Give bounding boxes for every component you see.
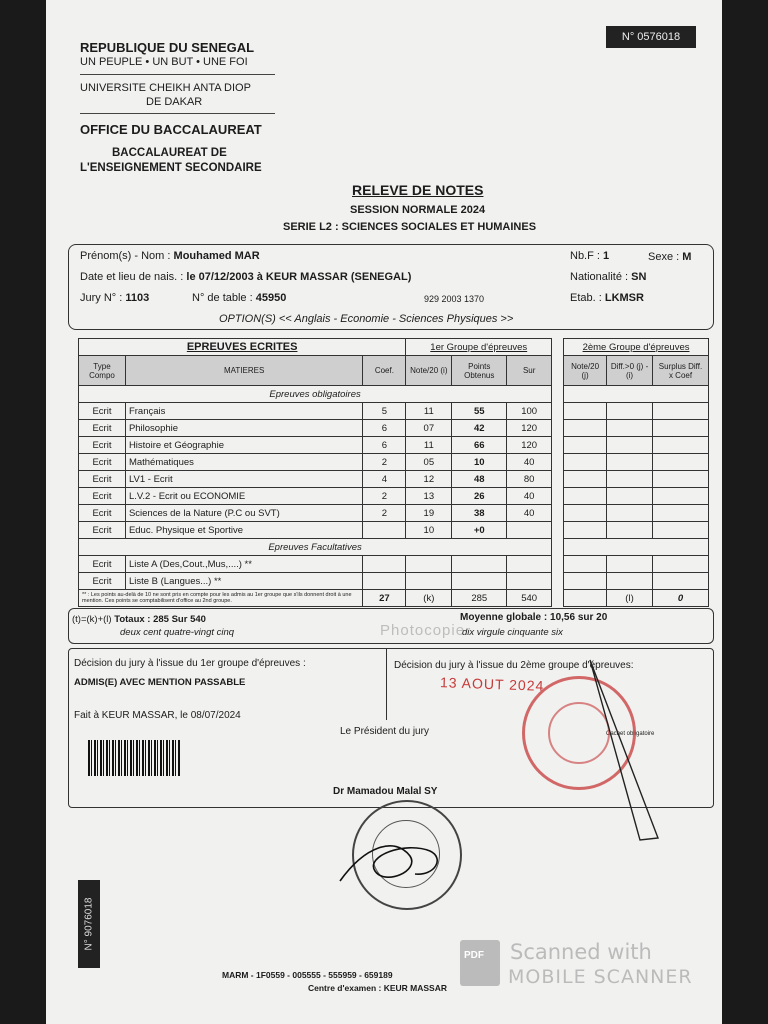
diff-cell (607, 437, 653, 454)
table-header-row-1 (79, 339, 709, 356)
note2-cell (564, 454, 607, 471)
empty-cell (607, 556, 653, 573)
moyenne-line (460, 612, 607, 623)
total-sur: 540 (507, 590, 552, 607)
document-title: RELEVE DE NOTES (352, 182, 484, 198)
nbf-label: Nb.F : (570, 250, 600, 262)
col-diff-header: Diff.>0 (j) - (i) (607, 356, 653, 386)
empty-cell (452, 556, 507, 573)
bac-line2: L'ENSEIGNEMENT SECONDAIRE (80, 162, 262, 174)
coef-cell: 6 (363, 420, 406, 437)
name-label: Prénom(s) - Nom : (80, 250, 171, 262)
sexe-label: Sexe : (648, 251, 680, 263)
diff-cell (607, 403, 653, 420)
jury-row (80, 292, 149, 304)
col-note-header: Note/20 (i) (406, 356, 452, 386)
decision-divider (386, 648, 387, 720)
type-cell: Ecrit (79, 505, 126, 522)
grade-row (79, 522, 709, 539)
type-cell: Ecrit (79, 573, 126, 590)
spacer-cell (552, 556, 564, 573)
jury-label: Jury N° : (80, 292, 123, 304)
office-title: OFFICE DU BACCALAUREAT (80, 122, 262, 137)
sur-cell: 120 (507, 437, 552, 454)
nationality-label: Nationalité : (570, 271, 629, 283)
epreuves-ecrites-header: EPREUVES ECRITES (79, 339, 406, 356)
date-stamp: 13 AOUT 2024 (439, 674, 545, 694)
col-points-header: Points Obtenus (452, 356, 507, 386)
jury-value: 1103 (125, 292, 150, 304)
spacer-cell (552, 590, 564, 607)
note-cell: 12 (406, 471, 452, 488)
second-decision-label: Décision du jury à l'issue du 2ème groupe d'épreuves: (394, 660, 634, 671)
empty-cell (564, 539, 709, 556)
footer-codes: MARM - 1F0559 - 005555 - 555959 - 659189 (222, 970, 393, 980)
sur-cell: 40 (507, 454, 552, 471)
cachet-label: Cachet obligatoire (606, 731, 655, 737)
serie: SERIE L2 : SCIENCES SOCIALES ET HUMAINES (283, 221, 537, 233)
coef-cell: 2 (363, 454, 406, 471)
note2-cell (564, 437, 607, 454)
surplus-cell (653, 522, 709, 539)
nbf-row (570, 250, 609, 262)
diff-cell (607, 471, 653, 488)
coef-cell: 2 (363, 505, 406, 522)
type-cell: Ecrit (79, 420, 126, 437)
table-number-row (192, 292, 286, 304)
diff-cell (607, 454, 653, 471)
moyenne-words: dix virgule cinquante six (462, 627, 563, 638)
etab-value: LKMSR (604, 292, 644, 304)
exam-centre: Centre d'examen : KEUR MASSAR (308, 983, 447, 993)
diff-cell (607, 522, 653, 539)
document-number: N° 0576018 (606, 26, 696, 48)
coef-cell: 6 (363, 437, 406, 454)
points-cell: +0 (452, 522, 507, 539)
totals-value: 285 Sur 540 (153, 614, 206, 625)
birth-row (80, 271, 411, 283)
sur-cell: 120 (507, 420, 552, 437)
first-decision-value: ADMIS(E) AVEC MENTION PASSABLE (74, 677, 246, 688)
total-points: 285 (452, 590, 507, 607)
type-cell: Ecrit (79, 522, 126, 539)
nbf-value: 1 (603, 250, 610, 262)
birth-label: Date et lieu de nais. : (80, 271, 184, 283)
sexe-value: M (682, 251, 692, 263)
empty-cell (363, 556, 406, 573)
coef-cell: 4 (363, 471, 406, 488)
totals-row (79, 590, 709, 607)
matiere-cell: Philosophie (125, 420, 362, 437)
facultative-rows (79, 556, 709, 590)
grade-row (79, 403, 709, 420)
note2-cell (564, 505, 607, 522)
sur-cell: 100 (507, 403, 552, 420)
note2-cell (564, 471, 607, 488)
candidate-name: Mouhamed MAR (173, 250, 260, 262)
points-cell: 38 (452, 505, 507, 522)
note-cell: 10 (406, 522, 452, 539)
spacer-cell (552, 437, 564, 454)
col-matieres-header: MATIERES (125, 356, 362, 386)
type-cell: Ecrit (79, 556, 126, 573)
grade-row (79, 488, 709, 505)
bac-line1: BACCALAUREAT DE (112, 147, 227, 159)
type-cell: Ecrit (79, 403, 126, 420)
empty-cell (507, 573, 552, 590)
birth-value: le 07/12/2003 à KEUR MASSAR (SENEGAL) (186, 271, 412, 283)
spacer-cell (552, 386, 564, 403)
totals-words: deux cent quatre-vingt cinq (120, 627, 235, 638)
group1-header: 1er Groupe d'épreuves (406, 339, 552, 356)
signature (335, 826, 455, 896)
spacer-cell (552, 522, 564, 539)
president-label: Le Président du jury (340, 726, 429, 737)
grades-table (78, 338, 709, 607)
type-cell: Ecrit (79, 437, 126, 454)
group2-header: 2ème Groupe d'épreuves (564, 339, 709, 356)
spacer-cell (552, 454, 564, 471)
header-divider (80, 113, 275, 114)
sur-cell: 40 (507, 505, 552, 522)
republic-title: REPUBLIQUE DU SENEGAL (80, 40, 255, 55)
matiere-cell: Liste A (Des,Cout.,Mus,....) ** (125, 556, 362, 573)
surplus-cell (653, 403, 709, 420)
empty-cell (564, 590, 607, 607)
spacer-cell (552, 573, 564, 590)
facultative-row (79, 573, 709, 590)
spacer-cell (552, 539, 564, 556)
grade-row (79, 454, 709, 471)
spacer-cell (552, 420, 564, 437)
empty-cell (452, 573, 507, 590)
type-cell: Ecrit (79, 471, 126, 488)
surplus-cell (653, 454, 709, 471)
obligatoires-label: Epreuves obligatoires (79, 386, 552, 403)
sur-cell: 40 (507, 488, 552, 505)
obligatoires-row (79, 386, 709, 403)
matiere-cell: Sciences de la Nature (P.C ou SVT) (125, 505, 362, 522)
motto: UN PEUPLE • UN BUT • UNE FOI (80, 56, 248, 68)
empty-cell (406, 573, 452, 590)
totals-formula: (t)=(k)+(l) (72, 614, 112, 625)
sexe-row (648, 251, 691, 263)
spacer-cell (552, 488, 564, 505)
diff-cell (607, 505, 653, 522)
surplus-cell (653, 488, 709, 505)
side-number-text: N° 9076018 (83, 897, 95, 951)
side-document-number (78, 880, 100, 968)
empty-cell (363, 573, 406, 590)
matiere-cell: Educ. Physique et Sportive (125, 522, 362, 539)
matiere-cell: Français (125, 403, 362, 420)
facultatives-label: Epreuves Facultatives (79, 539, 552, 556)
photocopie-watermark: Photocopie (380, 622, 466, 639)
spacer-cell (552, 403, 564, 420)
first-decision-label: Décision du jury à l'issue du 1er groupe d'épreuves : (74, 658, 306, 669)
note2-cell (564, 488, 607, 505)
note-cell: 07 (406, 420, 452, 437)
grade-row (79, 437, 709, 454)
totals-label: Totaux : (114, 614, 151, 625)
coef-cell (363, 522, 406, 539)
col-note2-header: Note/20 (j) (564, 356, 607, 386)
grade-row (79, 471, 709, 488)
moyenne-value: 10,56 sur 20 (550, 612, 608, 623)
spacer-cell (552, 471, 564, 488)
spacer-cell (552, 339, 564, 356)
type-cell: Ecrit (79, 454, 126, 471)
etab-label: Etab. : (570, 292, 602, 304)
note2-cell (564, 420, 607, 437)
note-cell: 13 (406, 488, 452, 505)
col-coef-header: Coef. (363, 356, 406, 386)
note-cell: 11 (406, 437, 452, 454)
empty-cell (564, 573, 607, 590)
etab-row (570, 292, 644, 304)
nationality-value: SN (631, 271, 647, 283)
points-cell: 48 (452, 471, 507, 488)
sur-cell (507, 522, 552, 539)
name-row (80, 250, 260, 262)
table-number-value: 45950 (255, 292, 287, 304)
options: OPTION(S) << Anglais - Economie - Sciences Physiques >> (219, 313, 514, 325)
scanner-line1: Scanned with (510, 940, 652, 964)
col-sur-header: Sur (507, 356, 552, 386)
points-cell: 66 (452, 437, 507, 454)
sur-cell: 80 (507, 471, 552, 488)
candidate-code: 929 2003 1370 (424, 294, 485, 304)
matiere-cell: Liste B (Langues...) ** (125, 573, 362, 590)
signatory: Dr Mamadou Malal SY (333, 786, 438, 797)
surplus-cell (653, 505, 709, 522)
surplus-cell (653, 437, 709, 454)
university-line1: UNIVERSITE CHEIKH ANTA DIOP (80, 82, 251, 94)
signature-mark (580, 650, 670, 850)
l-label: (l) (607, 590, 653, 607)
coef-cell: 2 (363, 488, 406, 505)
points-cell: 55 (452, 403, 507, 420)
grade-rows (79, 403, 709, 539)
empty-cell (507, 556, 552, 573)
surplus-cell (653, 471, 709, 488)
empty-cell (653, 556, 709, 573)
note-cell: 05 (406, 454, 452, 471)
note2-cell (564, 403, 607, 420)
diff-cell (607, 420, 653, 437)
col-surplus-header: Surplus Diff. x Coef (653, 356, 709, 386)
points-cell: 26 (452, 488, 507, 505)
moyenne-label: Moyenne globale : (460, 612, 548, 623)
place-date: Fait à KEUR MASSAR, le 08/07/2024 (74, 710, 241, 721)
empty-cell (406, 556, 452, 573)
matiere-cell: LV1 - Ecrit (125, 471, 362, 488)
facultatives-row (79, 539, 709, 556)
grade-row (79, 505, 709, 522)
total-surplus: 0 (653, 590, 709, 607)
surplus-cell (653, 420, 709, 437)
nationality-row (570, 271, 646, 283)
table-footnote: ** : Les points au-delà de 10 ne sont pris en compte pour les admis au 1er groupe que s'ils donnent droit à une mention. Ces points se comptabilisent d'office au 2nd groupe. (79, 590, 363, 607)
spacer-cell (552, 505, 564, 522)
matiere-cell: Mathématiques (125, 454, 362, 471)
matiere-cell: Histoire et Géographie (125, 437, 362, 454)
points-cell: 10 (452, 454, 507, 471)
table-number-label: N° de table : (192, 292, 253, 304)
table-header-row-2 (79, 356, 709, 386)
grade-row (79, 420, 709, 437)
university-line2: DE DAKAR (146, 96, 203, 108)
empty-cell (564, 386, 709, 403)
spacer-cell (552, 356, 564, 386)
totals-line (72, 614, 206, 625)
col-type-header: Type Compo (79, 356, 126, 386)
type-cell: Ecrit (79, 488, 126, 505)
diff-cell (607, 488, 653, 505)
pdf-icon: PDF (460, 940, 500, 986)
session: SESSION NORMALE 2024 (350, 204, 486, 216)
empty-cell (564, 556, 607, 573)
points-cell: 42 (452, 420, 507, 437)
facultative-row (79, 556, 709, 573)
total-coef: 27 (363, 590, 406, 607)
note2-cell (564, 522, 607, 539)
coef-cell: 5 (363, 403, 406, 420)
barcode (88, 740, 180, 776)
note-cell: 11 (406, 403, 452, 420)
header-divider (80, 74, 275, 75)
scanner-line2: MOBILE SCANNER (508, 966, 693, 988)
empty-cell (653, 573, 709, 590)
note-cell: 19 (406, 505, 452, 522)
empty-cell (607, 573, 653, 590)
k-label: (k) (406, 590, 452, 607)
matiere-cell: L.V.2 - Ecrit ou ECONOMIE (125, 488, 362, 505)
